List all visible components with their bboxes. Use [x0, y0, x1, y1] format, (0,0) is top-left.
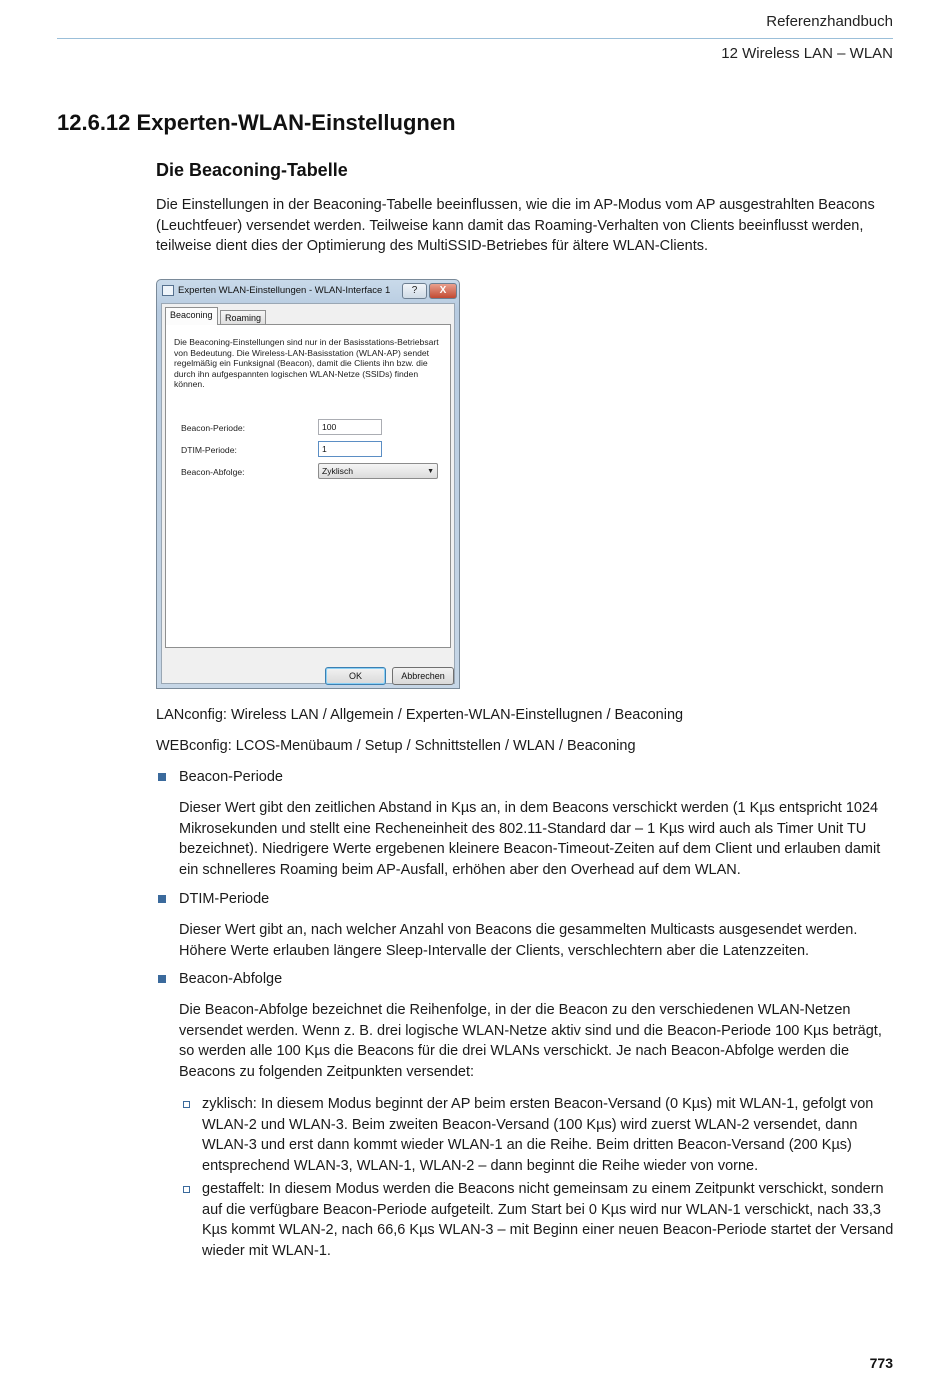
beacon-periode-input[interactable]: 100: [318, 419, 382, 435]
item-title-beacon-abfolge: Beacon-Abfolge: [179, 971, 283, 987]
dialog-client-area: [161, 303, 455, 684]
beacon-periode-label: Beacon-Periode:: [181, 423, 246, 433]
tab-roaming[interactable]: Roaming: [220, 310, 266, 325]
subsection-title: Die Beaconing-Tabelle: [156, 160, 348, 180]
sub-bullet-icon: [183, 1186, 190, 1193]
window-icon: [162, 285, 174, 296]
webconfig-path: WEBconfig: LCOS-Menübaum / Setup / Schnittstellen / WLAN / Beaconing: [156, 738, 636, 754]
beacon-abfolge-label: Beacon-Abfolge:: [181, 467, 245, 477]
lanconfig-path: LANconfig: Wireless LAN / Allgemein / Experten-WLAN-Einstellugnen / Beaconing: [156, 707, 684, 723]
item-title-dtim-periode: DTIM-Periode: [179, 891, 270, 907]
dialog-titlebar: [157, 280, 459, 302]
subitem-gestaffelt: gestaffelt: In diesem Modus werden die Beacons nicht gemeinsam zu einem Zeitpunkt verschickt, sondern auf die verfügbare Beacon-Periode aufgeteilt. Zum Start bei 0 Kµs wird nur WLAN-1 verschickt, nach 33,3 Kµs kommt WLAN-2, nach 66,6 Kµs WLAN-3 – mit Beginn einer neuen Beacon-Periode startet der Versand wieder mit WLAN-1.: [202, 1181, 894, 1259]
help-button[interactable]: ?: [402, 283, 427, 299]
dtim-periode-label: DTIM-Periode:: [181, 445, 237, 455]
beacon-abfolge-value: Zyklisch: [322, 466, 354, 476]
ok-button[interactable]: OK: [325, 667, 386, 685]
bullet-icon: [158, 975, 166, 983]
sub-bullet-icon: [183, 1101, 190, 1108]
cancel-button[interactable]: Abbrechen: [392, 667, 454, 685]
bullet-icon: [158, 773, 166, 781]
item-text-beacon-abfolge: Die Beacon-Abfolge bezeichnet die Reihenfolge, in der die Beacon zu den verschiedenen WLAN-Netzen versendet werden. Wenn z. B. drei logische WLAN-Netze aktiv sind und die Beacon-Periode 100 Kµs beträgt, so werden alle 100 Kµs die Beacons für die drei WLANs verschickt. Je nach Beacon-Abfolge werden die Beacons zu folgenden Zeitpunkten versendet:: [179, 1002, 882, 1080]
dialog-title: Experten WLAN-Einstellungen - WLAN-Interface 1: [178, 285, 391, 296]
chevron-down-icon: ▼: [427, 468, 434, 475]
tab-beaconing[interactable]: Beaconing: [165, 307, 218, 325]
header-rule: [57, 38, 893, 39]
beaconing-description: Die Beaconing-Einstellungen sind nur in der Basisstations-Betriebsart von Bedeutung. Die Wireless-LAN-Basisstation (WLAN-AP) sendet regelmäßig ein Funksignal (Beacon), damit die Clients ihn bzw. die durch ihn aufgespannten logischen WLAN-Netze (SSIDs) finden können.: [174, 337, 439, 390]
running-header-book: Referenzhandbuch: [766, 13, 893, 30]
dialog-screenshot: [156, 279, 460, 689]
intro-paragraph: Die Einstellungen in der Beaconing-Tabelle beeinflussen, wie die im AP-Modus vom AP ausgestrahlten Beacons (Leuchtfeuer) versendet werden. Teilweise kann damit das Roaming-Verhalten von Clients beeinflusst werden, teilweise dient dies der Optimierung des MultiSSID-Betriebes für ältere WLAN-Clients.: [156, 197, 875, 255]
item-title-beacon-periode: Beacon-Periode: [179, 769, 283, 785]
close-button[interactable]: X: [429, 283, 457, 299]
section-title: 12.6.12 Experten-WLAN-Einstellugnen: [57, 110, 456, 135]
bullet-icon: [158, 895, 166, 903]
page-number: 773: [869, 1355, 893, 1371]
item-text-beacon-periode: Dieser Wert gibt den zeitlichen Abstand in Kµs an, in dem Beacons verschickt werden (1 Kµs entspricht 1024 Mikrosekunden und stellt eine Recheneinheit des 802.11-Standard dar – 1 Kµs wird auch als Timer Unit TU bezeichnet). Niedrigere Werte ergebenen kleinere Beacon-Timeout-Zeiten auf dem Client und erlauben damit ein schnelleres Roaming beim AP-Ausfall, erhöhen aber den Overhead auf dem WLAN.: [179, 800, 881, 878]
subitem-zyklisch: zyklisch: In diesem Modus beginnt der AP beim ersten Beacon-Versand (0 Kµs) mit WLAN-1, gefolgt von WLAN-2 und WLAN-3. Beim zweiten Beacon-Versand (100 Kµs) wird zuerst WLAN-2 versendet, dann WLAN-3 und erst dann kommt wieder WLAN-1 an die Reihe. Beim dritten Beacon-Versand (200 Kµs) entsprechend WLAN-3, WLAN-1, WLAN-2 – dann beginnt die Reihe wieder von vorne.: [202, 1096, 874, 1174]
item-text-dtim-periode: Dieser Wert gibt an, nach welcher Anzahl von Beacons die gesammelten Multicasts ausgesendet werden. Höhere Werte erlauben längere Sleep-Intervalle der Clients, verschlechtern aber die Latenzzeiten.: [179, 922, 858, 959]
dtim-periode-input[interactable]: 1: [318, 441, 382, 457]
beacon-abfolge-select[interactable]: [318, 463, 438, 479]
running-header-chapter: 12 Wireless LAN – WLAN: [721, 45, 893, 62]
